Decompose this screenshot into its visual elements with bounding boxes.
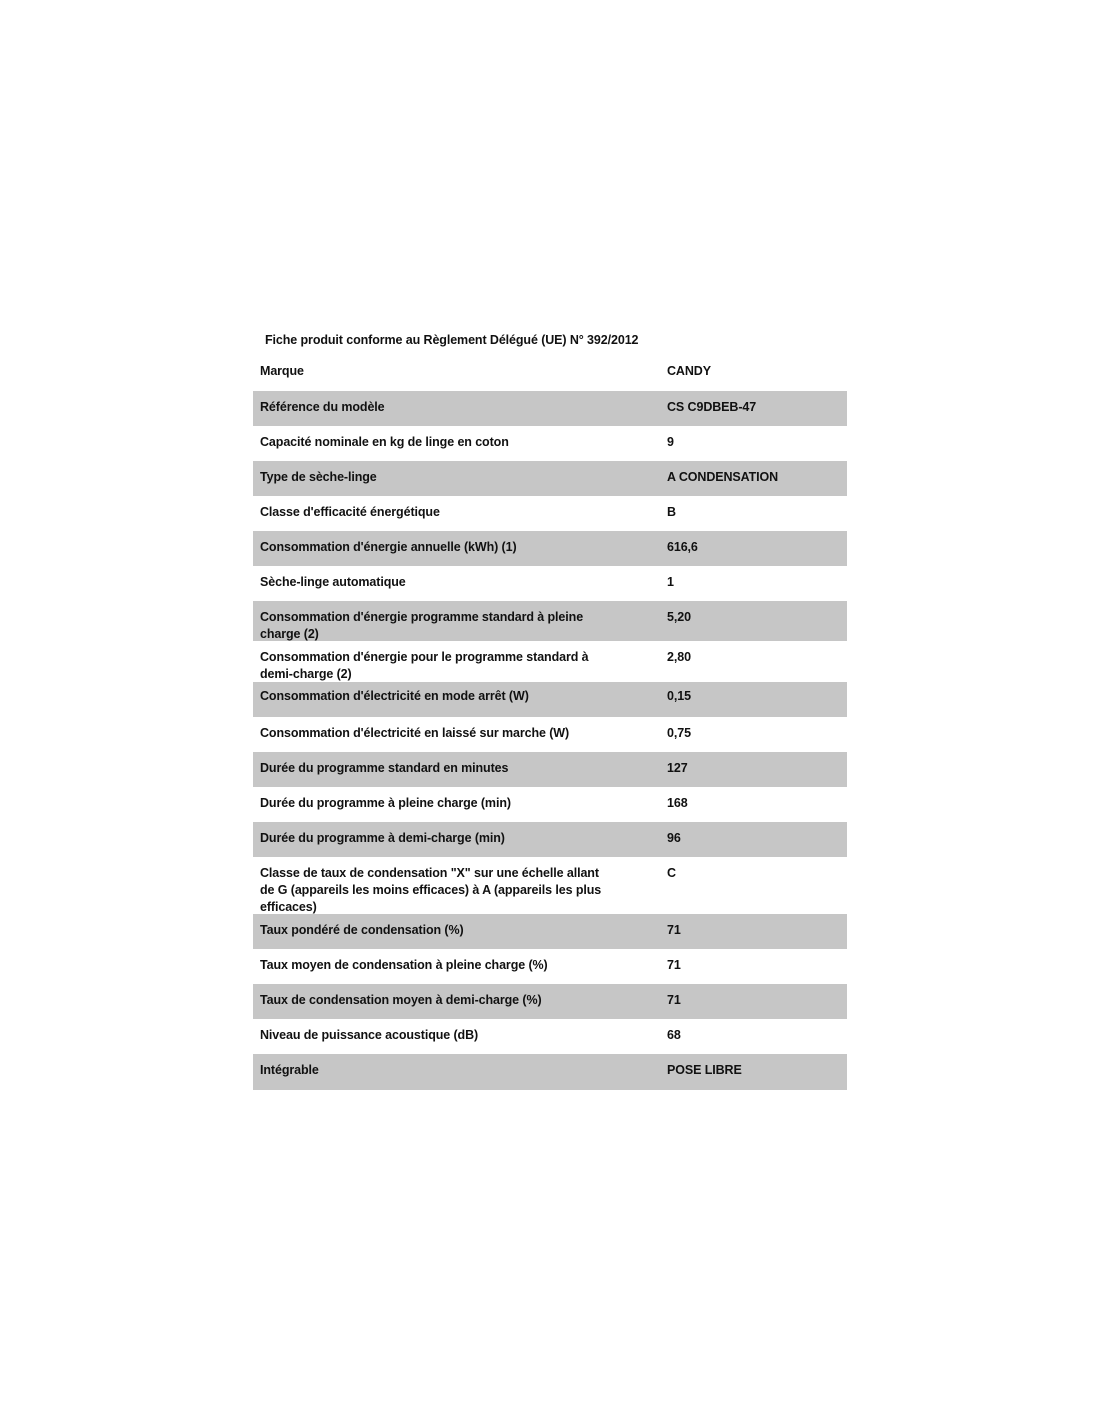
row-label: Consommation d'énergie annuelle (kWh) (1) bbox=[260, 540, 517, 554]
row-value: 0,15 bbox=[667, 689, 691, 703]
table-row bbox=[253, 531, 847, 566]
row-label: Taux pondéré de condensation (%) bbox=[260, 923, 464, 937]
row-label: Classe de taux de condensation "X" sur une échelle allant de G (appareils les moins efficaces) à A (appareils les plus efficaces) bbox=[260, 866, 602, 914]
row-label: Consommation d'électricité en laissé sur marche (W) bbox=[260, 726, 570, 740]
row-label: Durée du programme à demi-charge (min) bbox=[260, 831, 505, 845]
row-label: Type de sèche-linge bbox=[260, 470, 377, 484]
row-label: Classe d'efficacité énergétique bbox=[260, 505, 440, 519]
row-label: Niveau de puissance acoustique (dB) bbox=[260, 1028, 479, 1042]
table-row bbox=[253, 641, 847, 682]
row-value: CS C9DBEB-47 bbox=[667, 400, 757, 414]
table-row bbox=[253, 949, 847, 984]
product-sheet-table bbox=[253, 355, 847, 1090]
row-value: POSE LIBRE bbox=[667, 1063, 742, 1077]
row-value: B bbox=[667, 505, 676, 519]
row-label: Référence du modèle bbox=[260, 400, 385, 414]
table-row bbox=[253, 496, 847, 531]
row-label: Sèche-linge automatique bbox=[260, 575, 406, 589]
row-value: C bbox=[667, 866, 676, 880]
row-label: Capacité nominale en kg de linge en coton bbox=[260, 435, 509, 449]
row-value: 168 bbox=[667, 796, 688, 810]
row-label: Durée du programme à pleine charge (min) bbox=[260, 796, 511, 810]
row-value: A CONDENSATION bbox=[667, 470, 779, 484]
row-value: CANDY bbox=[667, 364, 711, 378]
row-label: Marque bbox=[260, 364, 304, 378]
table-row bbox=[253, 822, 847, 857]
row-value: 71 bbox=[667, 923, 681, 937]
row-label: Consommation d'énergie pour le programme standard à demi-charge (2) bbox=[260, 650, 589, 681]
row-label: Intégrable bbox=[260, 1063, 319, 1077]
table-row bbox=[253, 984, 847, 1019]
table-row bbox=[253, 355, 847, 391]
row-value: 2,80 bbox=[667, 650, 691, 664]
row-value: 616,6 bbox=[667, 540, 698, 554]
row-value: 1 bbox=[667, 575, 674, 589]
table-row bbox=[253, 857, 847, 914]
row-label: Durée du programme standard en minutes bbox=[260, 761, 509, 775]
table-row bbox=[253, 682, 847, 717]
row-value: 68 bbox=[667, 1028, 681, 1042]
row-value: 0,75 bbox=[667, 726, 691, 740]
row-label: Taux de condensation moyen à demi-charge (%) bbox=[260, 993, 542, 1007]
row-label: Consommation d'énergie programme standard à pleine charge (2) bbox=[260, 610, 584, 641]
table-row bbox=[253, 1019, 847, 1054]
table-row bbox=[253, 566, 847, 601]
table-row bbox=[253, 914, 847, 949]
table-row bbox=[253, 717, 847, 752]
table-row bbox=[253, 461, 847, 496]
row-value: 96 bbox=[667, 831, 681, 845]
table-row bbox=[253, 1054, 847, 1090]
table-row bbox=[253, 601, 847, 641]
document-title: Fiche produit conforme au Règlement Délégué (UE) N° 392/2012 bbox=[265, 333, 639, 347]
row-label: Taux moyen de condensation à pleine charge (%) bbox=[260, 958, 548, 972]
row-value: 9 bbox=[667, 435, 674, 449]
table-row bbox=[253, 787, 847, 822]
table-row bbox=[253, 752, 847, 787]
row-value: 71 bbox=[667, 958, 681, 972]
table-row bbox=[253, 426, 847, 461]
row-label: Consommation d'électricité en mode arrêt (W) bbox=[260, 689, 529, 703]
row-value: 5,20 bbox=[667, 610, 691, 624]
row-value: 71 bbox=[667, 993, 681, 1007]
row-value: 127 bbox=[667, 761, 688, 775]
table-row bbox=[253, 391, 847, 426]
